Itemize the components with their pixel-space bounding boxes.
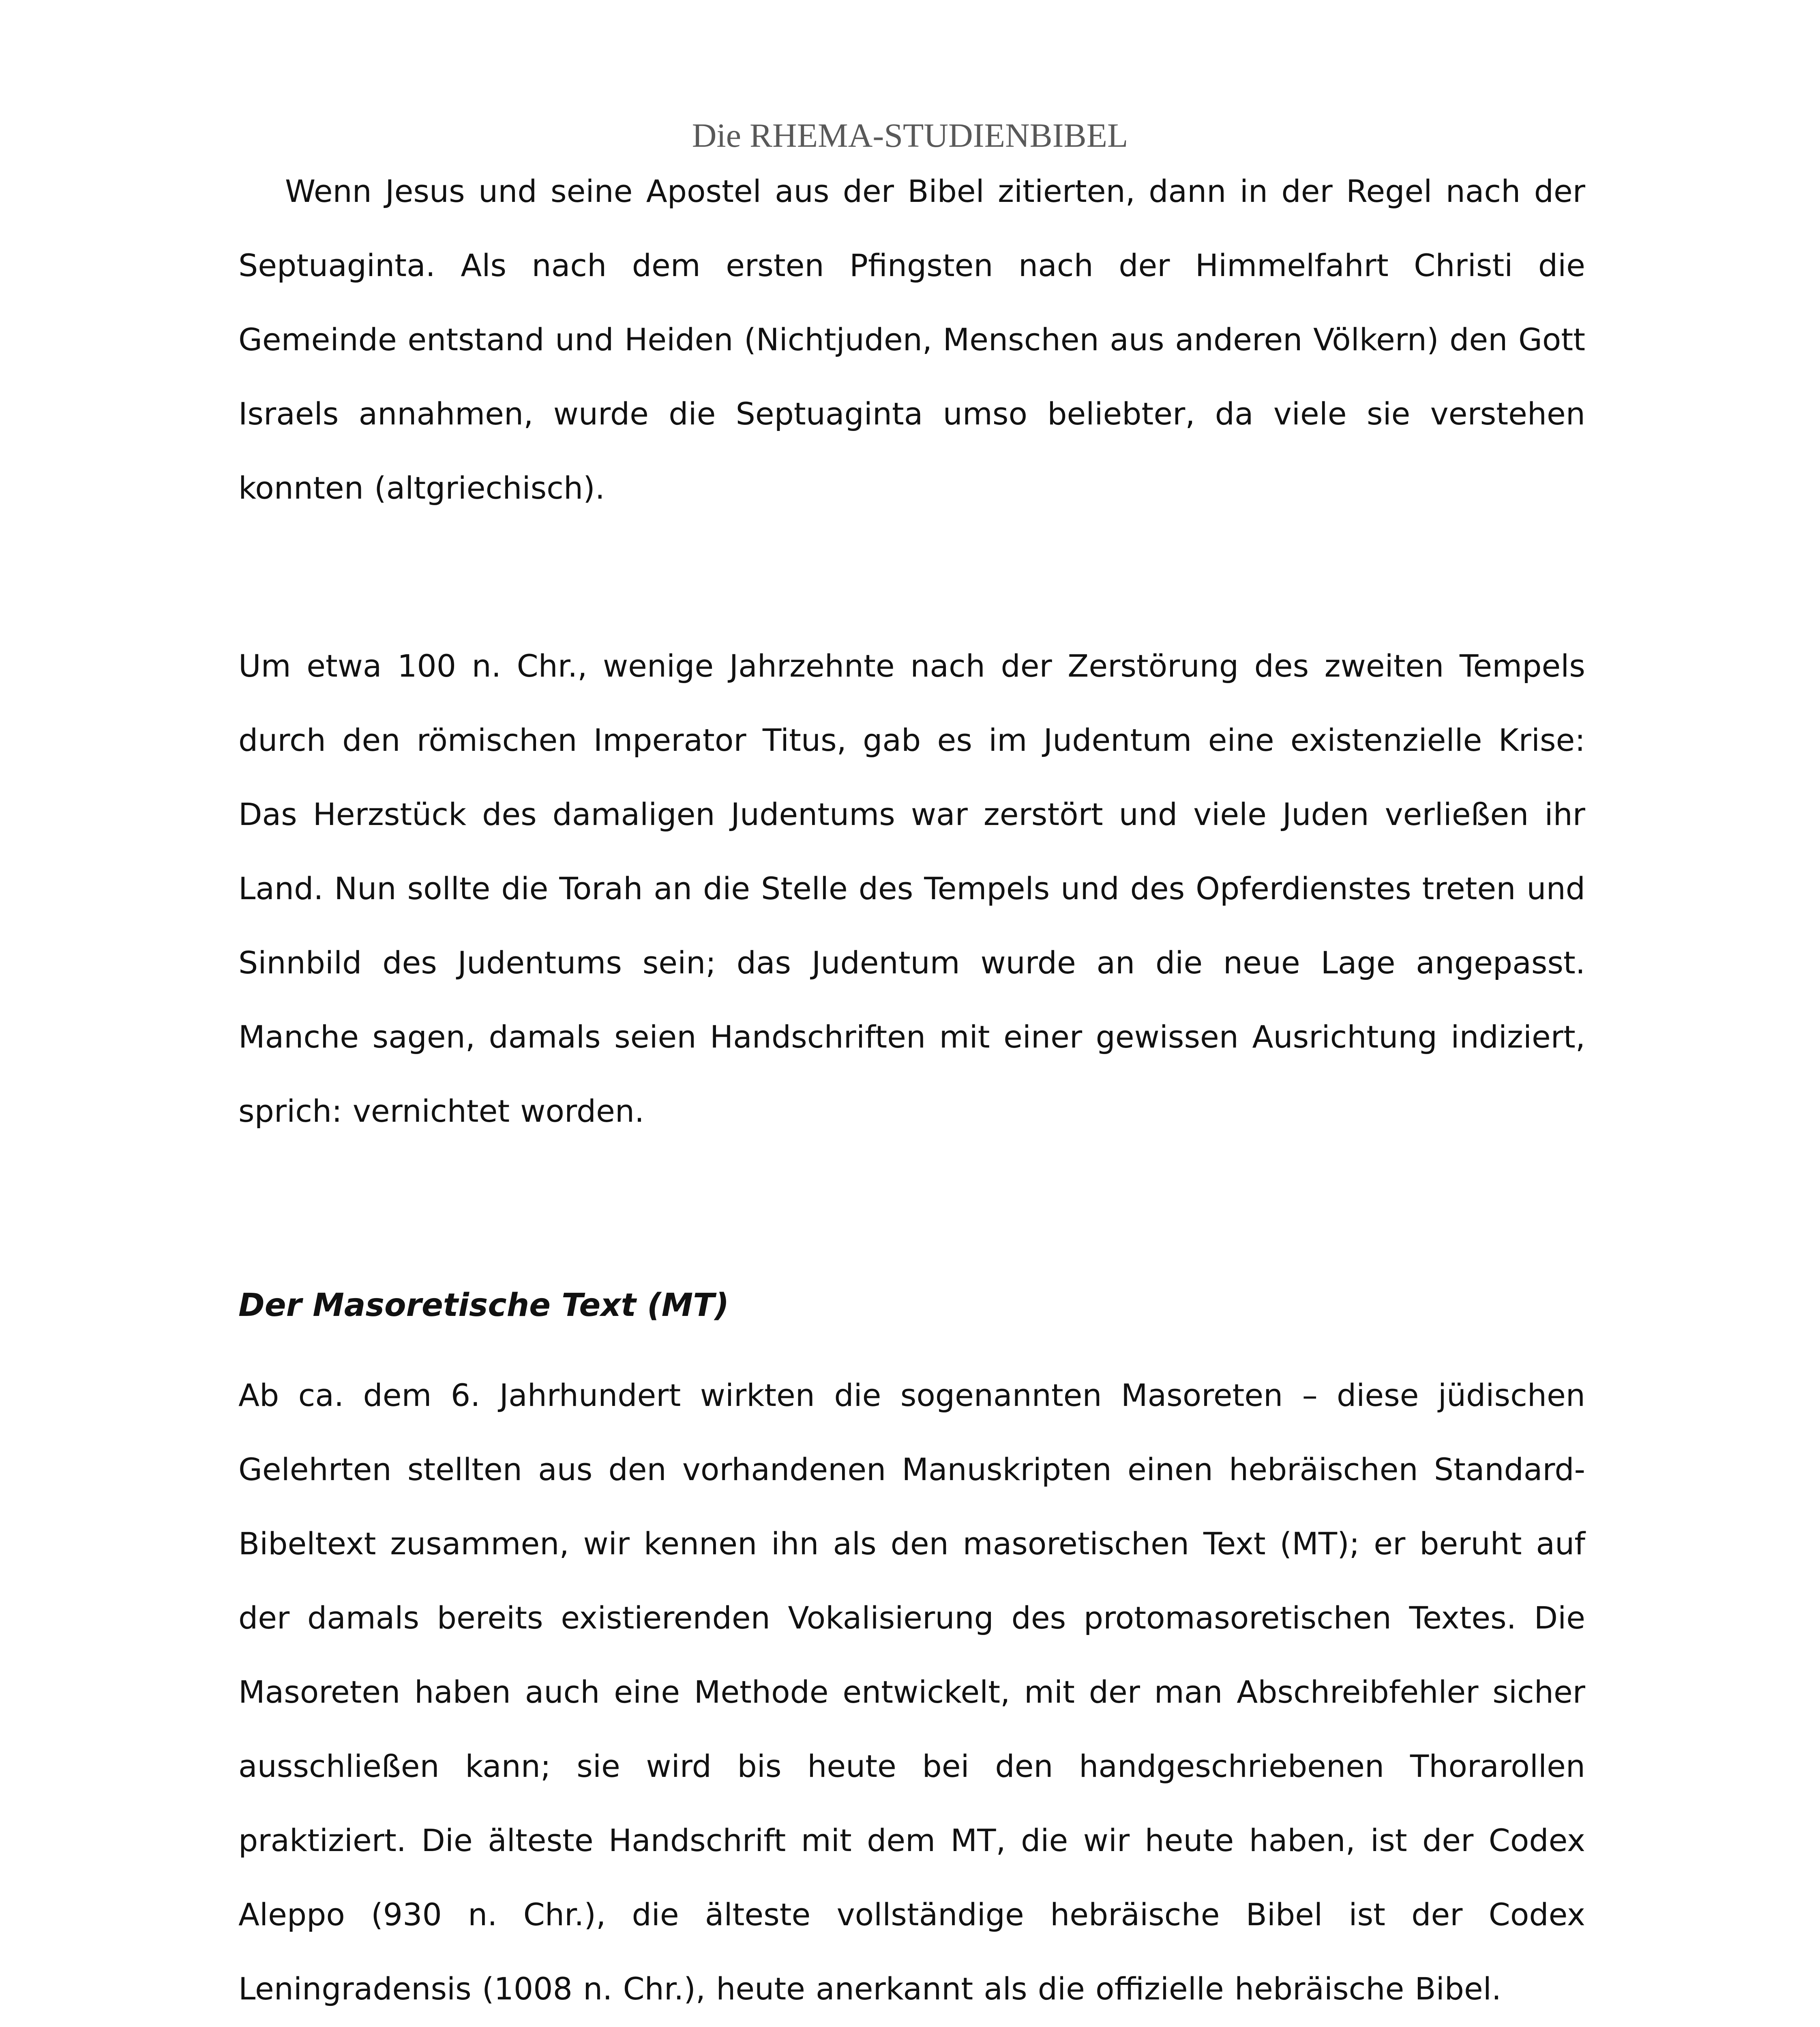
body-paragraph-1: Wenn Jesus und seine Apostel aus der Bibel zitierten, dann in der Regel nach der Septuaginta. Als nach dem ersten Pfingsten nach der Himmelfahrt Christi die Gemeinde entstand und Heiden (Nichtjuden, Menschen aus anderen Völkern) den Gott Israels annahmen, wurde die Septuaginta umso beliebter, da viele sie verstehen konnten (altgriechisch). <box>238 173 1585 506</box>
running-header: Die RHEMA-STUDIENBIBEL <box>692 117 1128 154</box>
body-paragraph-3: Ab ca. dem 6. Jahrhundert wirkten die sogenannten Masoreten – diese jüdischen Gelehrten stellten aus den vorhandenen Manuskripten einen hebräischen Standard-Bibeltext zusammen, wir kennen ihn als den masoretischen Text (MT); er beruht auf der damals bereits existierenden Vokalisierung des protomasoretischen Textes. Die Masoreten haben auch eine Methode entwickelt, mit der man Abschreibfehler sicher ausschließen kann; sie wird bis heute bei den handgeschriebenen Thorarollen praktiziert. Die älteste Handschrift mit dem MT, die wir heute haben, ist der Codex Aleppo (930 n. Chr.), die älteste vollständige hebräische Bibel ist der Codex Leningradensis (1008 n. Chr.), heute anerkannt als die offizielle hebräische Bibel. <box>238 1377 1585 2007</box>
body-paragraph-2: Um etwa 100 n. Chr., wenige Jahrzehnte nach der Zerstörung des zweiten Tempels durch den römischen Imperator Titus, gab es im Judentum eine existenzielle Krise: Das Herzstück des damaligen Judentums war zerstört und viele Juden verließen ihr Land. Nun sollte die Torah an die Stelle des Tempels und des Opferdienstes treten und Sinnbild des Judentums sein; das Judentum wurde an die neue Lage angepasst. Manche sagen, damals seien Handschriften mit einer gewissen Ausrichtung indiziert, sprich: vernichtet worden. <box>238 648 1585 1129</box>
section-heading: Der Masoretische Text (MT) <box>238 1287 729 1324</box>
